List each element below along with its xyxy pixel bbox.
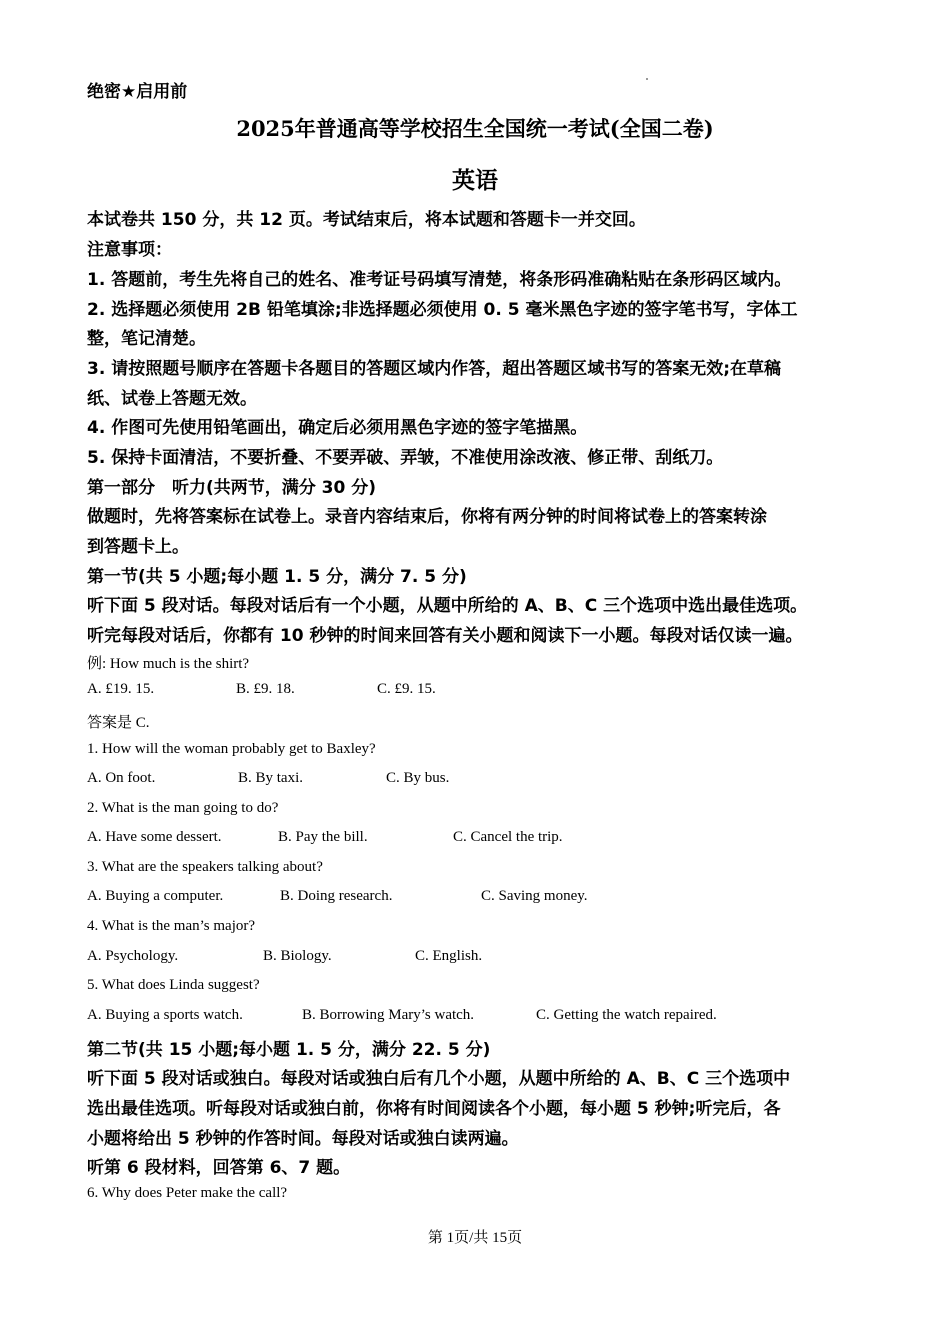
part1-intro: 做题时，先将答案标在试卷上。录音内容结束后，你将有两分钟的时间将试卷上的答案转涂	[87, 507, 767, 527]
example-option-a: A. £19. 15.	[87, 681, 155, 697]
question-2: 2. What is the man going to do?	[87, 800, 279, 816]
section1-intro: 听完每段对话后，你都有 10 秒钟的时间来回答有关小题和阅读下一小题。每段对话仅读一遍。	[87, 626, 803, 646]
q4-option-a: A. Psychology.	[87, 948, 179, 964]
section2-intro: 听下面 5 段对话或独白。每段对话或独白后有几个小题，从题中所给的 A、B、C 三个选项中	[87, 1069, 791, 1089]
q2-option-a: A. Have some dessert.	[87, 829, 222, 845]
q3-option-b: B. Doing research.	[280, 888, 393, 904]
example-question: 例: How much is the shirt?	[87, 656, 250, 672]
note-line: 4. 作图可先使用铅笔画出，确定后必须用黑色字迹的签字笔描黑。	[87, 418, 588, 438]
section1-intro: 听下面 5 段对话。每段对话后有一个小题，从题中所给的 A、B、C 三个选项中选出最佳选项。	[87, 596, 808, 616]
note-line: 整，笔记清楚。	[87, 329, 206, 349]
section2-heading: 第二节(共 15 小题;每小题 1. 5 分，满分 22. 5 分)	[87, 1040, 491, 1060]
question-5: 5. What does Linda suggest?	[87, 977, 260, 993]
note-line: 2. 选择题必须使用 2B 铅笔填涂;非选择题必须使用 0. 5 毫米黑色字迹的签字笔书写，字体工	[87, 300, 798, 320]
note-line: 5. 保持卡面清洁，不要折叠、不要弄破、弄皱，不准使用涂改液、修正带、刮纸刀。	[87, 448, 724, 468]
question-4: 4. What is the man’s major?	[87, 918, 256, 934]
note-line: 注意事项：	[87, 240, 172, 260]
q5-option-b: B. Borrowing Mary’s watch.	[302, 1007, 475, 1023]
exam-title: 2025年普通高等学校招生全国统一考试(全国二卷)	[236, 116, 714, 141]
q3-option-a: A. Buying a computer.	[87, 888, 224, 904]
part1-intro: 到答题卡上。	[87, 537, 189, 557]
part1-heading: 第一部分 听力(共两节，满分 30 分)	[87, 478, 377, 498]
subject-title: 英语	[452, 167, 498, 194]
q2-option-b: B. Pay the bill.	[278, 829, 368, 845]
confidential-mark: 绝密★启用前	[87, 82, 188, 102]
q1-option-a: A. On foot.	[87, 770, 156, 786]
note-line: 1. 答题前，考生先将自己的姓名、准考证号码填写清楚，将条形码准确粘贴在条形码区域内。	[87, 270, 792, 290]
note-line: 3. 请按照题号顺序在答题卡各题目的答题区域内作答，超出答题区域书写的答案无效;在草稿	[87, 359, 782, 379]
note-line: 本试卷共 150 分，共 12 页。考试结束后，将本试题和答题卡一并交回。	[87, 210, 646, 230]
q4-option-c: C. English.	[415, 948, 483, 964]
question-3: 3. What are the speakers talking about?	[87, 859, 323, 875]
example-option-c: C. £9. 15.	[377, 681, 436, 697]
section2-intro: 小题将给出 5 秒钟的作答时间。每段对话或独白读两遍。	[87, 1129, 519, 1149]
note-line: 纸、试卷上答题无效。	[87, 389, 257, 409]
question-1: 1. How will the woman probably get to Baxley?	[87, 741, 376, 757]
page-number: 第 1页/共 15页	[427, 1230, 523, 1246]
q1-option-b: B. By taxi.	[238, 770, 304, 786]
q1-option-c: C. By bus.	[386, 770, 450, 786]
example-option-b: B. £9. 18.	[236, 681, 295, 697]
section2-intro: 选出最佳选项。听每段对话或独白前，你将有时间阅读各个小题，每小题 5 秒钟;听完后，各	[87, 1099, 781, 1119]
section1-heading: 第一节(共 5 小题;每小题 1. 5 分，满分 7. 5 分)	[87, 567, 467, 587]
q5-option-c: C. Getting the watch repaired.	[536, 1007, 717, 1023]
scan-dot	[646, 78, 648, 80]
example-answer: 答案是 C.	[87, 715, 150, 731]
q5-option-a: A. Buying a sports watch.	[87, 1007, 243, 1023]
section2-material: 听第 6 段材料，回答第 6、7 题。	[87, 1158, 351, 1178]
question-6: 6. Why does Peter make the call?	[87, 1185, 288, 1201]
q3-option-c: C. Saving money.	[481, 888, 588, 904]
q4-option-b: B. Biology.	[263, 948, 332, 964]
q2-option-c: C. Cancel the trip.	[453, 829, 563, 845]
